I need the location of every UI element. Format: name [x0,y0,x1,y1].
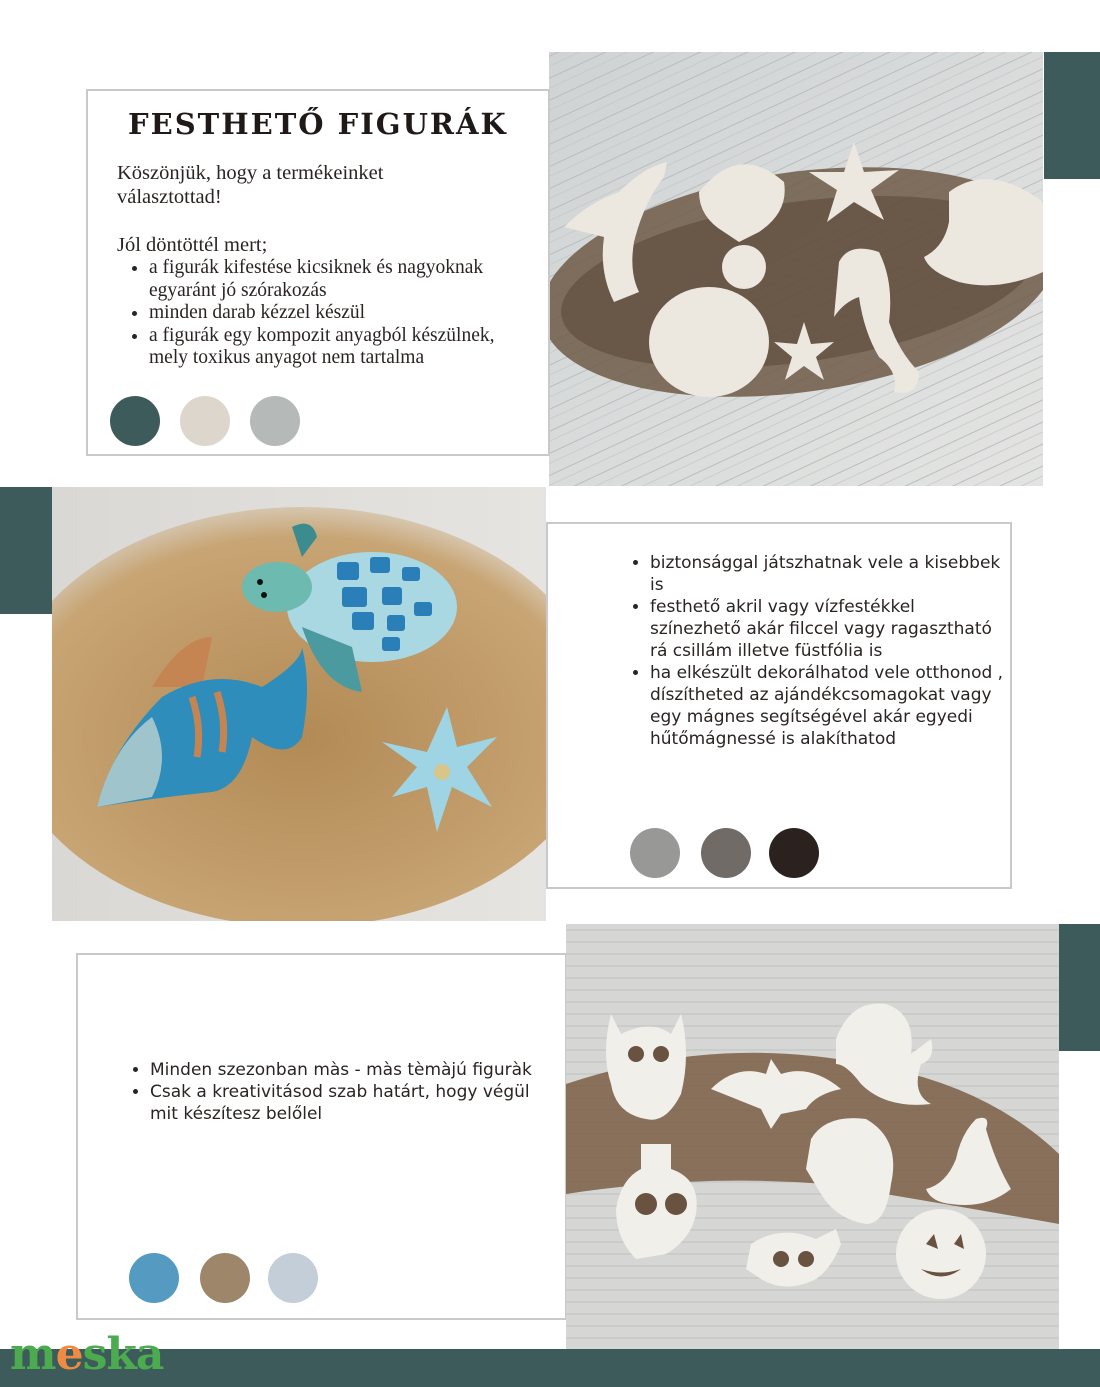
color-swatch-pale-blue [268,1253,318,1303]
logo-letter-e: e [55,1329,83,1380]
thank-you-line-2: választottad! [117,186,222,208]
lead-line: Jól döntöttél mert; [117,234,268,256]
color-swatch-brown [200,1253,250,1303]
thank-you-line-1: Köszönjük, hogy a termékeinket [117,162,384,184]
features-card [546,522,1012,889]
spacer [117,209,537,233]
painted-figurines-image [52,487,546,921]
seasonal-text [124,1059,544,1125]
footer-bar [0,1349,1100,1387]
halloween-figurines-image [566,924,1059,1349]
list-item: • Csak a kreativitásod szab határt, hogy végül mit készítesz belőlel [150,1081,544,1125]
photo-halloween-figurines [566,924,1059,1349]
photo-painted-sea-figurines [52,487,546,921]
teal-accent-block-left [0,487,52,614]
benefits-list [117,257,537,370]
color-swatch-gray [250,396,300,446]
list-item: • Minden szezonban màs - màs tèmàjú figuràk [150,1059,544,1081]
seasonal-list [124,1059,544,1125]
page-title: FESTHETŐ FIGURÁK [128,107,508,141]
features-list [624,552,1004,750]
list-item: • ha elkészült dekorálhatod vele otthonod , díszítheted az ajándékcsomagokat vagy egy mágnes segítségével akár egyedi hűtőmágnessé is alakíthatod [650,662,1004,750]
list-item: • festhető akril vagy vízfestékkel színezhető akár filccel vagy ragasztható rá csillám illetve füstfólia is [650,596,1004,662]
list-item: • a figurák kifestése kicsiknek és nagyoknak egyaránt jó szórakozás [149,257,537,302]
photo-sea-figurines-white [549,52,1043,486]
teal-accent-block-top-right [1044,52,1100,179]
color-swatch-blue [129,1253,179,1303]
list-item: • minden darab kézzel készül [149,302,537,325]
color-swatch-dark-gray [701,828,751,878]
color-swatch-black-brown [769,828,819,878]
list-item: • a figurák egy kompozit anyagból készülnek, mely toxikus anyagot nem tartalma [149,325,537,370]
seasonal-card [76,953,567,1320]
features-text [624,552,1004,750]
sea-figurines-image [549,52,1043,486]
color-swatch-teal [110,396,160,446]
intro-text [117,161,537,370]
logo-letters-ska: ska [82,1329,164,1380]
logo-letter-m: m [10,1329,56,1380]
intro-card [86,89,550,456]
color-swatch-beige [180,396,230,446]
meska-logo [10,1329,164,1380]
list-item: • biztonsággal játszhatnak vele a kisebbek is [650,552,1004,596]
color-swatch-light-gray [630,828,680,878]
